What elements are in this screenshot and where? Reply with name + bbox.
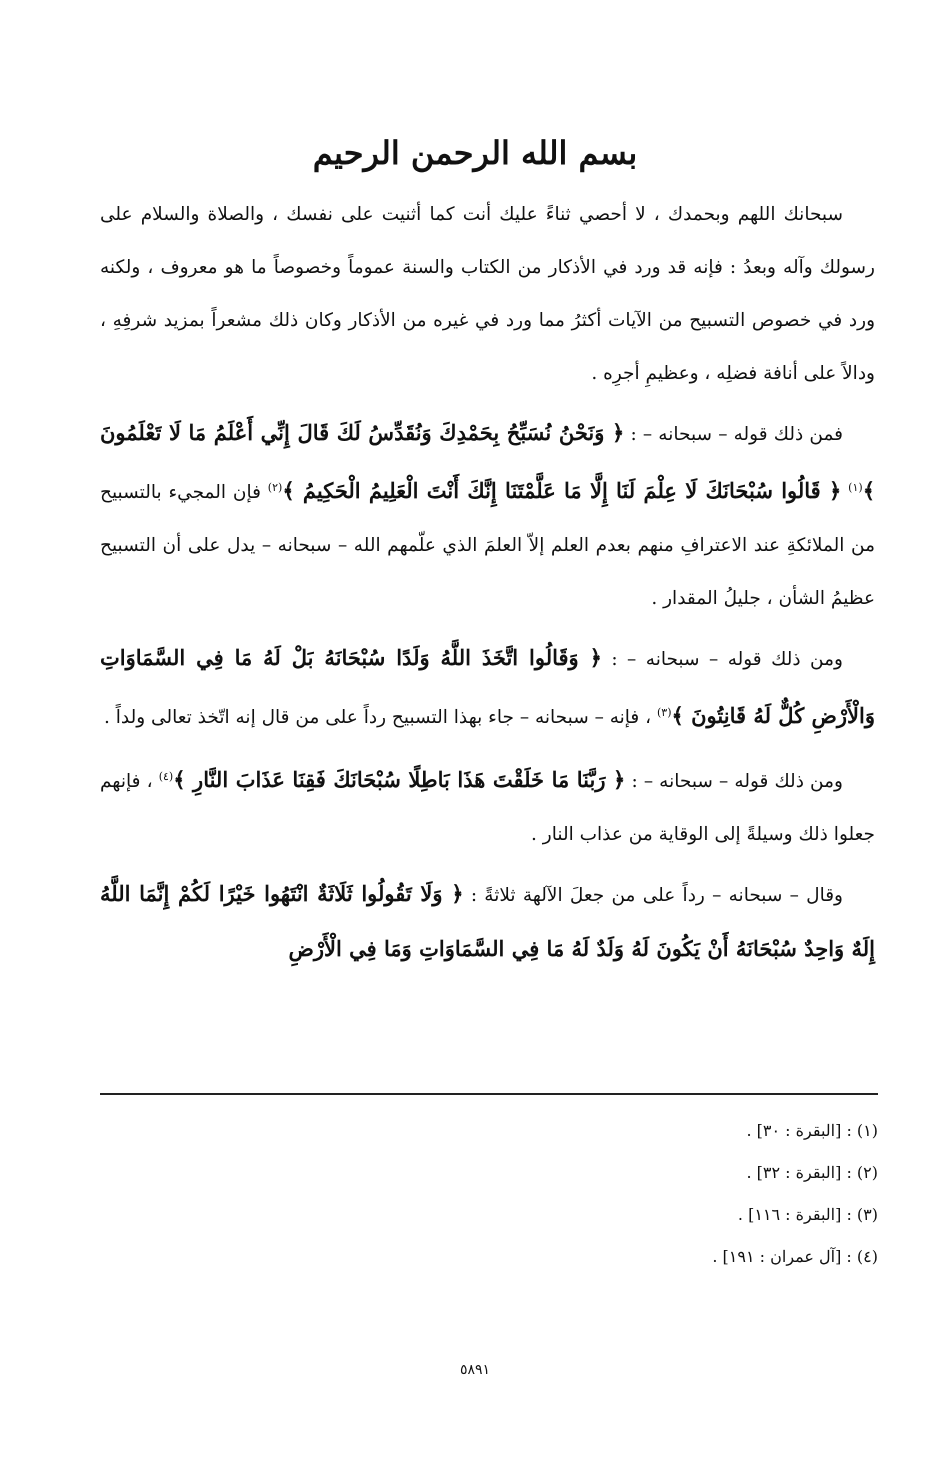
quran-verse: ﴿ وَقَالُوا اتَّخَذَ اللَّهُ وَلَدًا سُبْحَانَهُ بَلْ لَهُ مَا فِي السَّمَاوَاتِ وَالْأَرْضِ كُلٌّ لَهُ قَانِتُونَ ﴾ (100, 645, 875, 729)
footnotes (100, 1110, 878, 1278)
commentary-text: ، فإنهم جعلوا ذلك وسيلةً إلى الوقاية من عذاب النار . (100, 771, 875, 846)
footnote-item: (١) : [البقرة : ٣٠] . (746, 1121, 878, 1140)
paragraph-lead-text: ومن ذلك قوله – سبحانه – : (631, 771, 843, 793)
commentary-text: فإن المجيء بالتسبيح من الملائكةِ عند الاعترافِ منهم بعدم العلم إلاّ العلمَ الذي علّمهم الله – سبحانه – يدل على أن التسبيح عظيمُ الشأن ، جليلُ المقدار . (100, 482, 875, 610)
quran-verse: ﴿ قَالُوا سُبْحَانَكَ لَا عِلْمَ لَنَا إِلَّا مَا عَلَّمْتَنَا إِنَّكَ أَنْتَ الْعَلِيمُ الْحَكِيمُ ﴾ (282, 478, 842, 504)
paragraph-verse-3 (100, 750, 875, 861)
footnote-ref[interactable]: (٣) (657, 706, 672, 720)
commentary-text: ، فإنه – سبحانه – جاء بهذا التسبيح رداً على من قال إنه اتّخذ تعالى ولداً . (103, 707, 652, 729)
intro-text: سبحانك اللهم وبحمدك ، لا أحصي ثناءً عليك أنت كما أثنيت على نفسك ، والصلاة والسلام على رسولك وآله وبعدُ : فإنه قد ورد في الأذكار من الكتاب والسنة عموماً وخصوصاً ما هو معروف ، ولكنه ورد في خصوص التسبيح من الآيات أكثرُ مما ورد في غيره من الأذكار وكان ذلك مشعراً بمزيد شرفِهِ ، ودالاً على أنافة فضلِه ، وعظيمِ أجرِه . (100, 204, 875, 384)
page-title: بسم الله الرحمن الرحيم (312, 134, 638, 172)
paragraph-verse-1 (100, 406, 875, 625)
paragraph-verse-4 (100, 867, 875, 977)
footnote-item: (٣) : [البقرة : ١١٦] . (737, 1205, 878, 1224)
footnote-ref[interactable]: (٢) (267, 481, 283, 494)
footnote-ref[interactable]: (١) (848, 481, 863, 494)
paragraph-lead-text: وقال – سبحانه – رداً على من جعلَ الآلهة ثلاثةً : (470, 885, 843, 907)
page-number: ٥٨٩١ (459, 1362, 491, 1378)
paragraph-lead-text: ومن ذلك قوله – سبحانه – : (611, 649, 843, 671)
footnote-item: (٤) : [آل عمران : ١٩١] . (712, 1247, 878, 1266)
paragraph-lead-text: فمن ذلك قوله – سبحانه – : (630, 424, 843, 445)
footnote-ref[interactable]: (٤) (158, 770, 174, 784)
quran-verse: ﴿ رَبَّنَا مَا خَلَقْتَ هَذَا بَاطِلًا سُبْحَانَكَ فَقِنَا عَذَابَ النَّارِ ﴾ (173, 767, 626, 793)
footnote-item: (٢) : [البقرة : ٣٢] . (746, 1163, 878, 1182)
paragraph-verse-2 (100, 631, 875, 744)
footnote-separator (100, 1093, 878, 1095)
quran-verse: ﴿ وَنَحْنُ نُسَبِّحُ بِحَمْدِكَ وَنُقَدِّسُ لَكَ قَالَ إِنِّي أَعْلَمُ مَا لَا تَعْلَمُونَ ﴾ (100, 420, 875, 504)
quran-verse: ﴿ وَلَا تَقُولُوا ثَلَاثَةٌ انْتَهُوا خَيْرًا لَكُمْ إِنَّمَا اللَّهُ إِلَهٌ وَاحِدٌ سُبْحَانَهُ أَنْ يَكُونَ لَهُ وَلَدٌ لَهُ مَا فِي السَّمَاوَاتِ وَمَا فِي الْأَرْضِ (100, 881, 875, 962)
main-text (100, 188, 875, 983)
paragraph-intro (100, 188, 875, 400)
